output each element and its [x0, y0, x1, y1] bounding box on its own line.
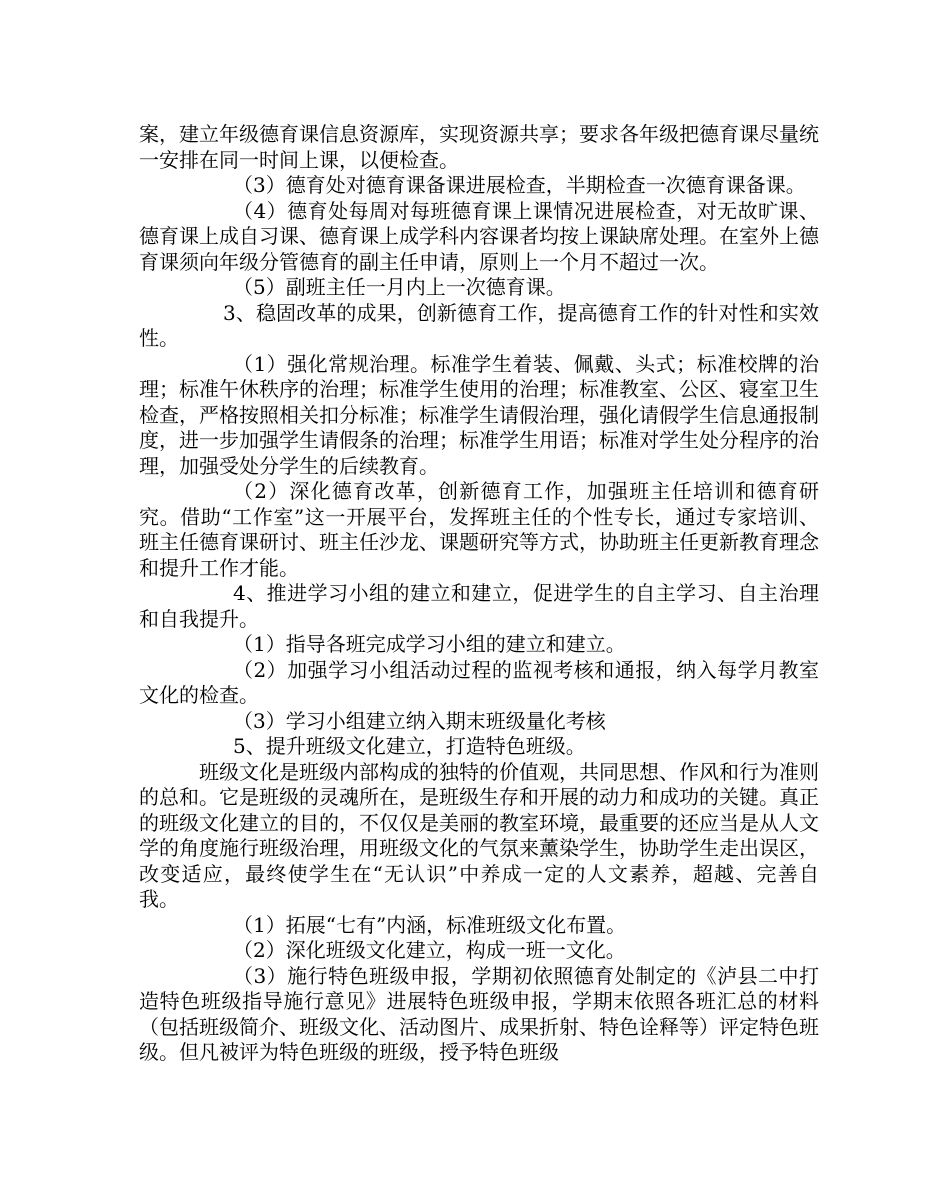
section-heading-3: 3、稳固改革的成果，创新德育工作，提高德育工作的针对性和实效性。 [139, 300, 819, 350]
section-heading-5: 5、提升班级文化建立，打造特色班级。 [233, 734, 586, 758]
paragraph-4-item-2: （2）加强学习小组活动过程的监视考核和通报，纳入每学月教室文化的检查。 [139, 657, 819, 707]
paragraph-4-item-1: （1）指导各班完成学习小组的建立和建立。 [233, 632, 626, 656]
section-heading-4: 4、推进学习小组的建立和建立，促进学生的自主学习、自主治理和自我提升。 [139, 581, 819, 631]
paragraph-item-3: （3）德育处对德育课备课进展检查，半期检查一次德育课备课。 [233, 173, 806, 197]
paragraph-3-item-2: （2）深化德育改革，创新德育工作，加强班主任培训和德育研究。借助“工作室”这一开展平台，发挥班主任的个性专长，通过专家培训、班主任德育课研讨、班主任沙龙、课题研究等方式，协助班主任更新教育理念和提升工作才能。 [139, 479, 819, 580]
paragraph-5-item-1: （1）拓展“七有”内涵，标准班级文化布置。 [233, 912, 627, 937]
paragraph-3-item-1: （1）强化常规治理。标准学生着装、佩戴、头式；标准校牌的治理；标准午休秩序的治理；标准学生使用的治理；标准教室、公区、寝室卫生检查，严格按照相关扣分标准；标准学生请假治理，强化请假学生信息通报制度，进一步加强学生请假条的治理；标准学生用语；标准对学生处分程序的治理，加强受处分学生的后续教育。 [139, 351, 819, 478]
paragraph-item-5: （5）副班主任一月内上一次德育课。 [233, 275, 566, 299]
paragraph-4-item-3: （3）学习小组建立纳入期末班级量化考核 [233, 708, 606, 733]
paragraph-class-culture: 班级文化是班级内部构成的独特的价值观，共同思想、作风和行为准则的总和。它是班级的灵魂所在，是班级生存和开展的动力和成功的关键。真正的班级文化建立的目的，不仅仅是美丽的教室环境，最重要的还应当是从人文学的角度施行班级治理，用班级文化的气氛来薰染学生，协助学生走出误区，改变适应，最终使学生在“无认识”中养成一定的人文素养，超越、完善自我。 [139, 759, 819, 911]
paragraph-item-4: （4）德育处每周对每班德育课上课情况进展检查，对无故旷课、德育课上成自习课、德育课上成学科内容课者均按上课缺席处理。在室外上德育课须向年级分管德育的副主任申请，原则上一个月不超过一次。 [139, 198, 819, 274]
paragraph-5-item-2: （2）深化班级文化建立，构成一班一文化。 [233, 938, 626, 962]
document-body [139, 122, 819, 1066]
paragraph-5-item-3: （3）施行特色班级申报，学期初依照德育处制定的《泸县二中打造特色班级指导施行意见》进展特色班级申报，学期末依照各班汇总的材料（包括班级简介、班级文化、活动图片、成果折射、特色诠释等）评定特色班级。但凡被评为特色班级的班级，授予特色班级 [139, 963, 819, 1064]
paragraph-continuation: 案，建立年级德育课信息资源库，实现资源共享；要求各年级把德育课尽量统一安排在同一时间上课，以便检查。 [139, 122, 819, 172]
